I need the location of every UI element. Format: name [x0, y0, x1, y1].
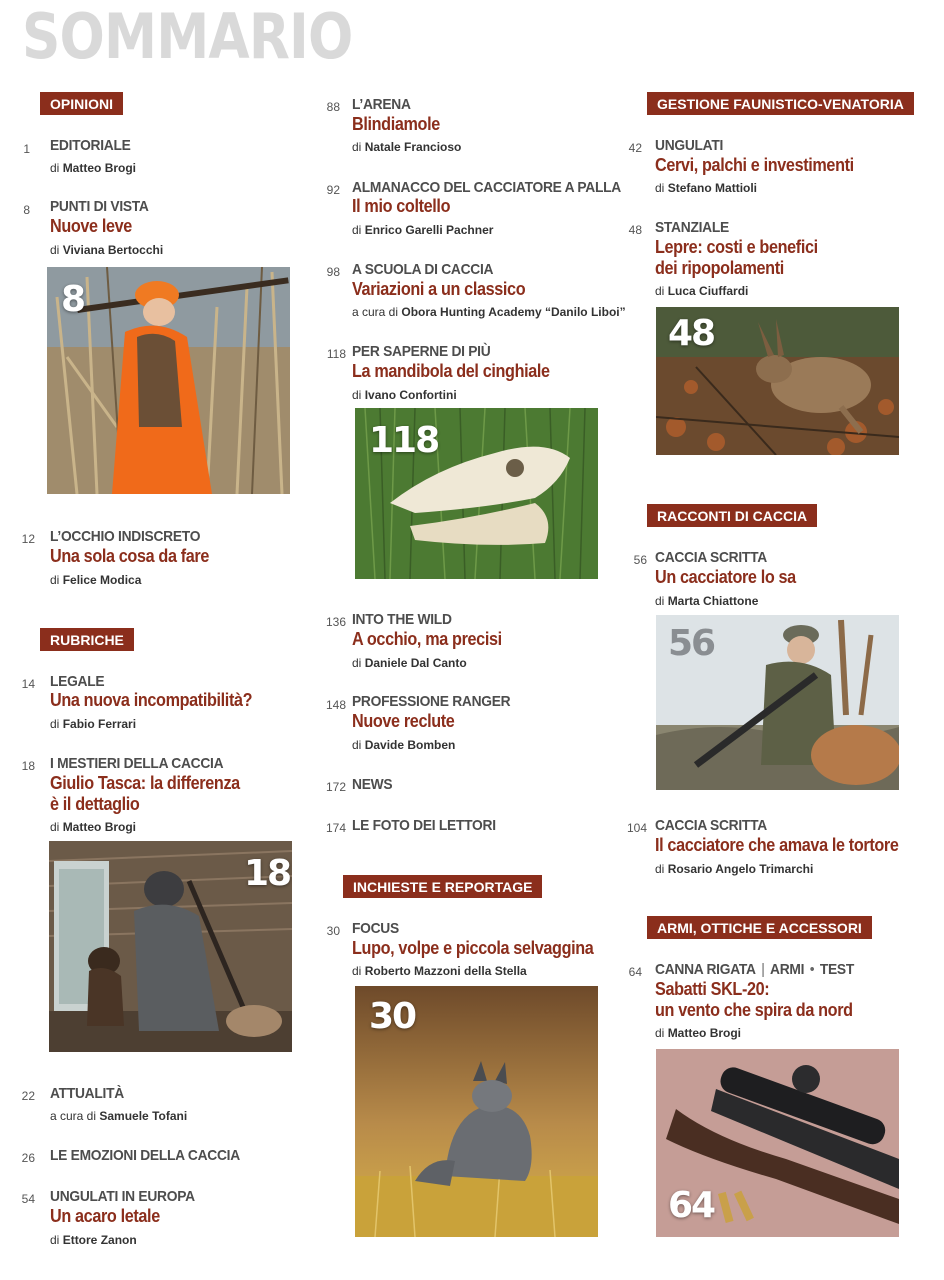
entry-kicker: STANZIALE: [655, 219, 729, 236]
entry-title: Una nuova incompatibilità?: [50, 690, 253, 710]
entry-byline: di Felice Modica: [50, 573, 142, 587]
section-badge-inchieste: INCHIESTE E REPORTAGE: [343, 875, 542, 898]
page-number: 136: [325, 615, 346, 629]
entry-byline: di Ivano Confortini: [352, 388, 457, 402]
photo-gunsmith-with-dog: [49, 841, 292, 1052]
entry-byline: di Ettore Zanon: [50, 1233, 137, 1247]
entry-byline: di Enrico Garelli Pachner: [352, 223, 494, 237]
entry-title-line1: Sabatti SKL-20:: [655, 979, 770, 999]
page-number: 42: [628, 141, 642, 155]
entry-byline: di Rosario Angelo Trimarchi: [655, 862, 814, 876]
section-badge-gestione: GESTIONE FAUNISTICO-VENATORIA: [647, 92, 914, 115]
page-number: 14: [21, 677, 35, 691]
section-badge-armi: ARMI, OTTICHE E ACCESSORI: [647, 916, 872, 939]
entry-kicker: INTO THE WILD: [352, 611, 452, 628]
entry-byline: di Natale Francioso: [352, 140, 462, 154]
page-number: 8: [23, 203, 30, 217]
entry-kicker: UNGULATI: [655, 137, 724, 154]
photo-page-number: 64: [668, 1185, 715, 1226]
entry-title-line2: dei ripopolamenti: [655, 258, 784, 278]
entry-kicker: CANNA RIGATA | ARMI • TEST: [655, 961, 854, 978]
entry-byline: di Fabio Ferrari: [50, 717, 137, 731]
entry-title: Nuove reclute: [352, 711, 455, 731]
page-number: 22: [21, 1089, 35, 1103]
entry-title: Blindiamole: [352, 114, 440, 134]
entry-title-line2: è il dettaglio: [50, 794, 140, 814]
entry-byline: di Roberto Mazzoni della Stella: [352, 964, 527, 978]
entry-title-line2: un vento che spira da nord: [655, 1000, 853, 1020]
entry-title: Cervi, palchi e investimenti: [655, 155, 854, 175]
entry-byline: a cura di Samuele Tofani: [50, 1109, 188, 1123]
page-number: 174: [325, 821, 346, 835]
entry-kicker: NEWS: [352, 776, 393, 793]
section-badge-rubriche: RUBRICHE: [40, 628, 134, 651]
section-badge-racconti: RACCONTI DI CACCIA: [647, 504, 817, 527]
entry-kicker: EDITORIALE: [50, 137, 131, 154]
entry-title: Nuove leve: [50, 216, 132, 236]
photo-hunter-with-roe-deer: [656, 615, 899, 790]
entry-byline: di Matteo Brogi: [655, 1026, 742, 1040]
page-number: 54: [21, 1192, 35, 1206]
page-number: 26: [21, 1151, 35, 1165]
photo-page-number: 30: [369, 996, 416, 1037]
page-number: 88: [326, 100, 340, 114]
page-number: 118: [326, 347, 346, 361]
page-title: SOMMARIO: [22, 0, 353, 73]
entry-byline: di Daniele Dal Canto: [352, 656, 467, 670]
photo-boar-skull: [355, 408, 598, 579]
entry-byline: di Viviana Bertocchi: [50, 243, 164, 257]
photo-fox: [355, 986, 598, 1237]
page-number: 1: [23, 142, 30, 156]
entry-byline: di Marta Chiattone: [655, 594, 759, 608]
entry-kicker: LEGALE: [50, 673, 105, 690]
entry-kicker: ATTUALITÀ: [50, 1085, 124, 1102]
entry-kicker: PUNTI DI VISTA: [50, 198, 149, 215]
entry-kicker: PER SAPERNE DI PIÙ: [352, 343, 491, 360]
photo-page-number: 118: [369, 420, 439, 461]
entry-title: La mandibola del cinghiale: [352, 361, 550, 381]
entry-kicker: LE EMOZIONI DELLA CACCIA: [50, 1147, 240, 1164]
photo-rifle-scope: [656, 1049, 899, 1237]
entry-title: A occhio, ma precisi: [352, 629, 502, 649]
page-number: 98: [326, 265, 340, 279]
entry-kicker: ALMANACCO DEL CACCIATORE A PALLA: [352, 179, 621, 196]
entry-title: Una sola cosa da fare: [50, 546, 210, 566]
entry-kicker: A SCUOLA DI CACCIA: [352, 261, 494, 278]
entry-kicker: UNGULATI IN EUROPA: [50, 1188, 195, 1205]
page-number: 148: [325, 698, 346, 712]
entry-byline: di Matteo Brogi: [50, 161, 137, 175]
page-number: 64: [628, 965, 642, 979]
entry-kicker: L’OCCHIO INDISCRETO: [50, 528, 201, 545]
entry-title: Variazioni a un classico: [352, 279, 526, 299]
entry-kicker: L’ARENA: [352, 96, 411, 113]
page-number: 56: [633, 553, 647, 567]
entry-byline: a cura di Obora Hunting Academy “Danilo Liboi”: [352, 305, 626, 319]
entry-title-line1: Lepre: costi e benefici: [655, 237, 818, 257]
page-number: 172: [325, 780, 346, 794]
photo-page-number: 48: [668, 313, 715, 354]
entry-title: Il cacciatore che amava le tortore: [655, 835, 899, 855]
entry-title: Lupo, volpe e piccola selvaggina: [352, 938, 594, 958]
photo-page-number: 18: [244, 853, 291, 894]
entry-title: Il mio coltello: [352, 196, 451, 216]
page-number: 12: [21, 532, 35, 546]
entry-kicker: PROFESSIONE RANGER: [352, 693, 511, 710]
photo-page-number: 56: [668, 623, 715, 664]
entry-byline: di Davide Bomben: [352, 738, 456, 752]
entry-kicker: CACCIA SCRITTA: [655, 817, 767, 834]
photo-hunter-cornfield: [47, 267, 290, 494]
photo-page-number: 8: [61, 279, 85, 320]
entry-kicker: CACCIA SCRITTA: [655, 549, 767, 566]
entry-byline: di Matteo Brogi: [50, 820, 137, 834]
photo-hare: [656, 307, 899, 455]
page-number: 18: [21, 759, 35, 773]
entry-kicker: FOCUS: [352, 920, 399, 937]
page-number: 104: [626, 821, 647, 835]
page-number: 48: [628, 223, 642, 237]
entry-byline: di Stefano Mattioli: [655, 181, 758, 195]
entry-byline: di Luca Ciuffardi: [655, 284, 749, 298]
page-number: 30: [326, 924, 340, 938]
entry-title-line1: Giulio Tasca: la differenza: [50, 773, 240, 793]
page-number: 92: [326, 183, 340, 197]
entry-title: Un acaro letale: [50, 1206, 160, 1226]
entry-kicker: LE FOTO DEI LETTORI: [352, 817, 496, 834]
section-badge-opinioni: OPINIONI: [40, 92, 123, 115]
entry-kicker: I MESTIERI DELLA CACCIA: [50, 755, 224, 772]
entry-title: Un cacciatore lo sa: [655, 567, 796, 587]
